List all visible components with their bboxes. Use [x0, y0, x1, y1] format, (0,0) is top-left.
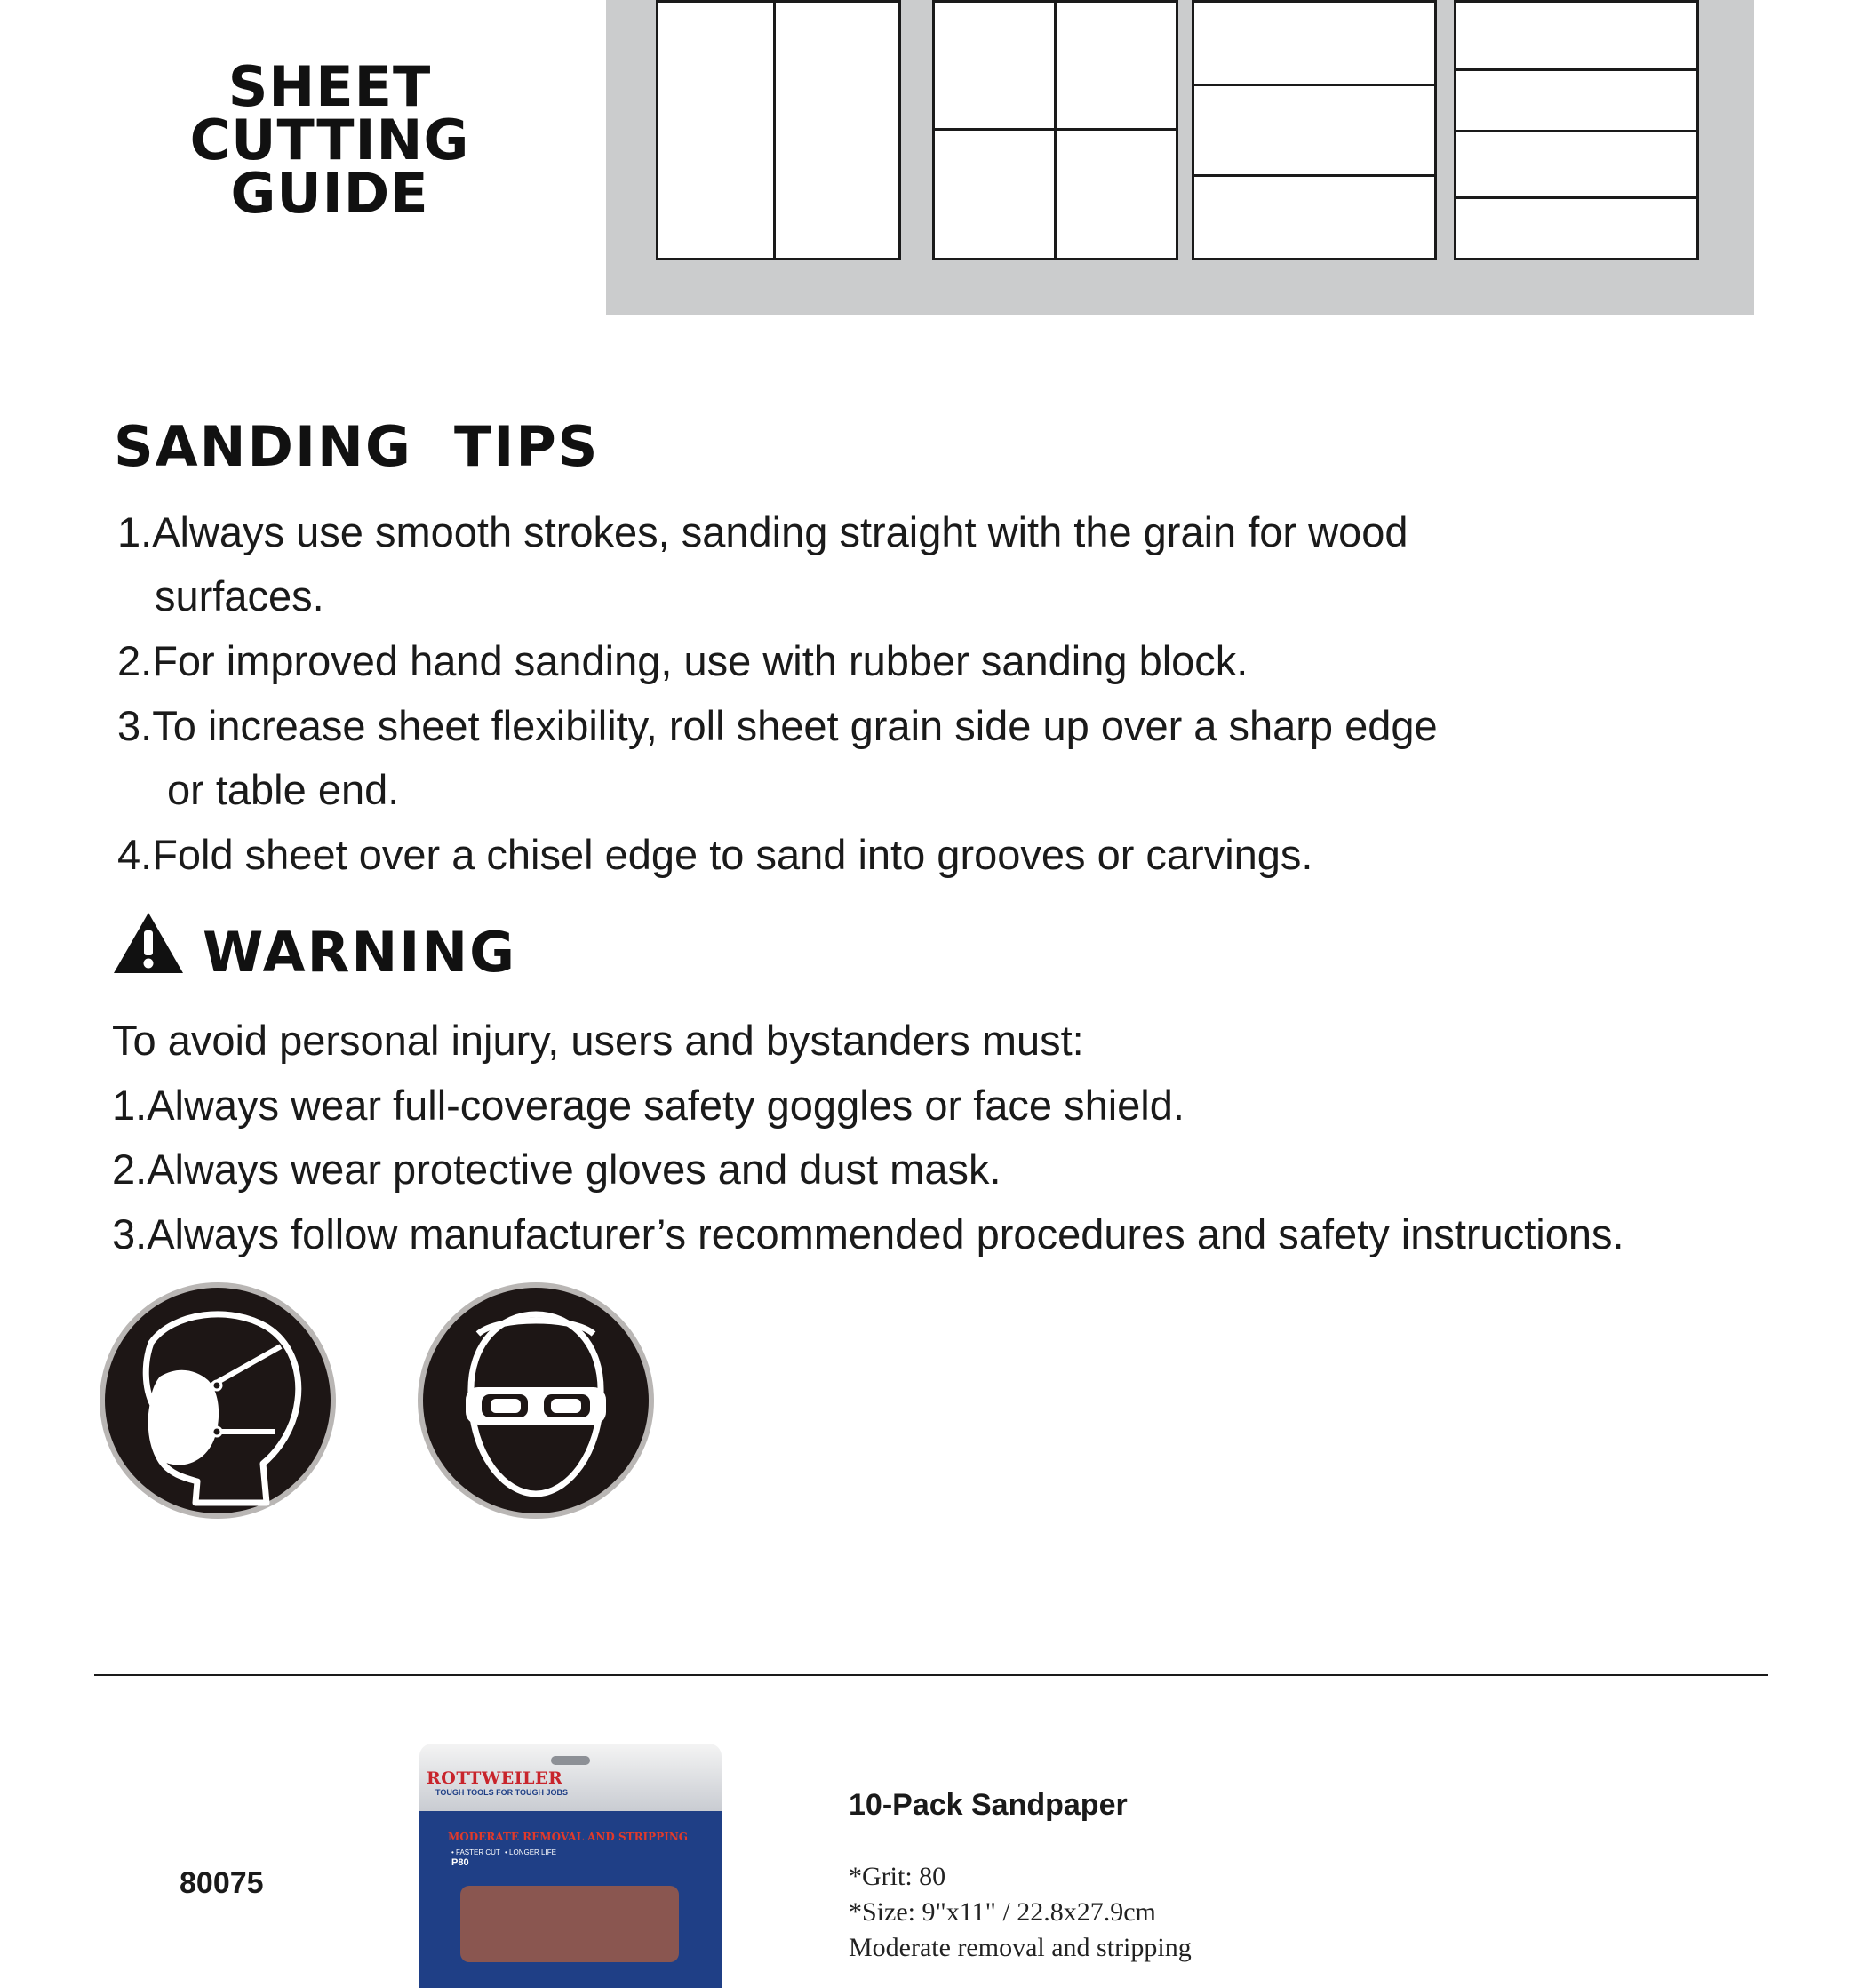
cut-pattern-thirds — [1192, 0, 1437, 260]
warning-line: To avoid personal injury, users and bystanders must: — [112, 1017, 1084, 1064]
cut-pattern-halves — [656, 0, 901, 260]
sanding-tip-line: 1.Always use smooth strokes, sanding straight with the grain for wood — [117, 508, 1408, 555]
package-sandpaper-sheet — [460, 1886, 679, 1962]
package-brand: ROTTWEILER — [427, 1768, 563, 1788]
warning-line: 2.Always wear protective gloves and dust mask. — [112, 1146, 1001, 1193]
cut-line — [1456, 196, 1696, 199]
sanding-tips-heading: SANDING TIPS — [114, 414, 600, 479]
warning-line: 3.Always follow manufacturer’s recommended procedures and safety instructions. — [112, 1210, 1624, 1257]
product-spec: Moderate removal and stripping — [849, 1933, 1192, 1962]
sanding-tip-line: 3.To increase sheet flexibility, roll sheet grain side up over a sharp edge — [117, 702, 1438, 749]
product-package-image — [419, 1744, 722, 1988]
cut-pattern-quarters — [932, 0, 1178, 260]
package-tagline: TOUGH TOOLS FOR TOUGH JOBS — [435, 1788, 569, 1797]
cutting-guide-panel — [606, 0, 1754, 315]
warning-triangle-icon — [112, 911, 185, 975]
cut-line — [1194, 84, 1434, 86]
cutting-guide-title-line2: CUTTING GUIDE — [189, 108, 470, 226]
sanding-tip-line: 2.For improved hand sanding, use with rubber sanding block. — [117, 637, 1249, 684]
cut-pattern-fourths — [1454, 0, 1699, 260]
cut-line — [1194, 174, 1434, 177]
dust-mask-icon — [98, 1281, 338, 1521]
product-spec: *Size: 9"x11" / 22.8x27.9cm — [849, 1897, 1156, 1927]
package-headline: MODERATE REMOVAL AND STRIPPING — [448, 1831, 689, 1843]
product-spec: *Grit: 80 — [849, 1862, 946, 1891]
cutting-guide-title-line1: SHEET — [227, 54, 432, 119]
cutting-guide-title — [94, 54, 565, 226]
cut-line — [1456, 68, 1696, 71]
product-title: 10-Pack Sandpaper — [849, 1788, 1128, 1822]
section-divider — [94, 1674, 1768, 1676]
safety-goggles-icon — [416, 1281, 656, 1521]
package-grit: P80 — [451, 1857, 469, 1868]
cut-line — [773, 3, 776, 258]
package-header — [419, 1744, 722, 1811]
cut-line — [935, 128, 1176, 131]
sanding-tip-line: or table end. — [167, 766, 400, 813]
cut-line — [1456, 130, 1696, 132]
sanding-tip-line: surfaces. — [155, 572, 324, 619]
package-feature: • FASTER CUT — [451, 1848, 500, 1856]
warning-line: 1.Always wear full-coverage safety goggles or face shield. — [112, 1082, 1185, 1129]
product-code: 80075 — [180, 1866, 264, 1900]
package-feature: • LONGER LIFE — [505, 1848, 556, 1856]
warning-heading: WARNING — [203, 920, 517, 985]
package-hang-hole — [551, 1756, 590, 1765]
sanding-tip-line: 4.Fold sheet over a chisel edge to sand into grooves or carvings. — [117, 831, 1313, 878]
